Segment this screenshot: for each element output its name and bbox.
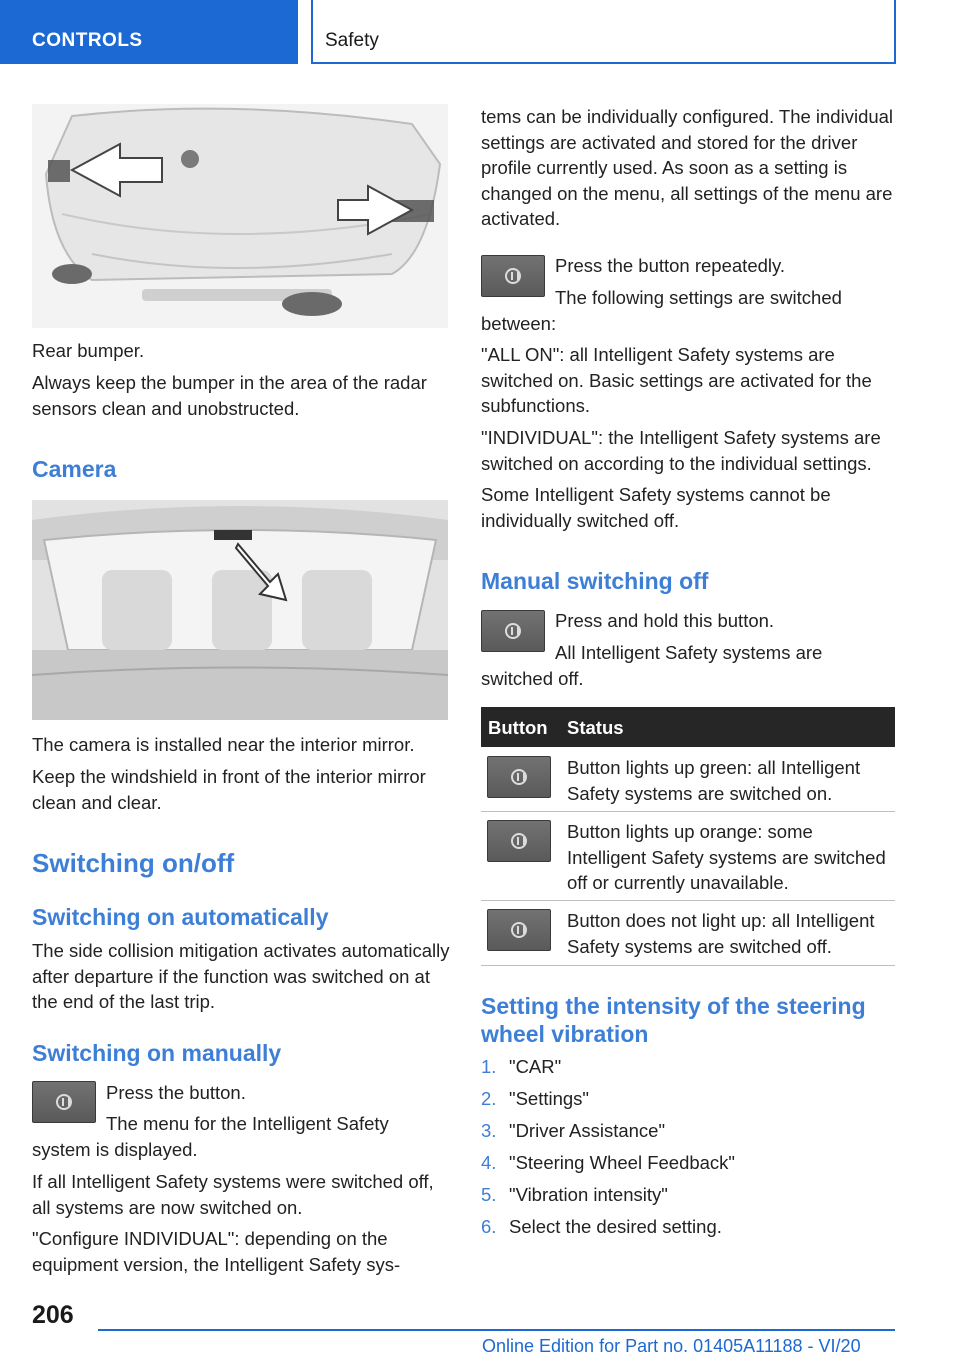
safety-button-off-icon xyxy=(487,909,551,951)
settings-between-text: The following settings are switched between: xyxy=(481,287,842,334)
step-text: "Steering Wheel Feedback" xyxy=(509,1152,736,1173)
auto-heading: Switching on automatically xyxy=(32,904,329,930)
rear-bumper-illustration xyxy=(32,104,448,328)
step-number: 3. xyxy=(481,1120,497,1141)
step-number: 5. xyxy=(481,1184,497,1205)
manual-all-on-text: If all Intelligent Safety systems were switched off, all systems are now switched on. xyxy=(32,1171,434,1218)
individual-text: "INDIVIDUAL": the Intelligent Safety systems are switched on according to the individual settings. xyxy=(481,427,881,474)
manual-configure-text: "Configure INDIVIDUAL": depending on the equipment version, the Intelligent Safety sys- xyxy=(32,1228,401,1275)
step-number: 4. xyxy=(481,1152,497,1173)
safety-button-orange-icon xyxy=(487,820,551,862)
table-row-status: Button lights up green: all Intelligent Safety systems are switched on. xyxy=(567,757,861,804)
header-section-label: CONTROLS xyxy=(32,30,143,51)
cannot-switch-off-text: Some Intelligent Safety systems cannot be individually switched off. xyxy=(481,484,831,531)
all-on-text: "ALL ON": all Intelligent Safety systems are switched on. Basic settings are activated for the subfunctions. xyxy=(481,344,872,416)
page-number: 206 xyxy=(32,1301,74,1329)
camera-clean-text: Keep the windshield in front of the interior mirror clean and clear. xyxy=(32,766,426,813)
switching-heading: Switching on/off xyxy=(32,848,235,878)
step-text: "Vibration intensity" xyxy=(509,1184,668,1205)
table-row-status: Button lights up orange: some Intelligent Safety systems are switched off or currently unavailable. xyxy=(567,821,886,893)
header-chapter-label: Safety xyxy=(325,30,379,51)
header-chapter-box xyxy=(311,0,896,64)
header-section-tab xyxy=(0,0,298,64)
table-header-button: Button xyxy=(488,717,548,738)
step-text: Select the desired setting. xyxy=(509,1216,722,1237)
manual-press-text: Press the button. xyxy=(106,1082,246,1103)
footer-edition: Online Edition for Part no. 01405A11188 - VI/20 xyxy=(482,1336,861,1356)
table-row-status: Button does not light up: all Intelligent Safety systems are switched off. xyxy=(567,910,875,957)
manual-heading: Switching on manually xyxy=(32,1040,282,1066)
table-header-status: Status xyxy=(567,717,624,738)
safety-button-green-icon xyxy=(487,756,551,798)
individual-config-text: tems can be individually configured. The individual settings are activated and stored for the driver profile currently used. As soon as a setting is changed on the menu, all settings of the menu are activated. xyxy=(481,106,894,229)
table-divider xyxy=(481,965,895,966)
all-off-text: All Intelligent Safety systems are switched off. xyxy=(481,642,823,689)
manual-off-heading: Manual switching off xyxy=(481,568,709,594)
table-divider xyxy=(481,900,895,901)
step-number: 1. xyxy=(481,1056,497,1077)
footer-rule xyxy=(98,1329,895,1331)
status-table-header xyxy=(481,707,895,747)
auto-text: The side collision mitigation activates automatically after departure if the function was switched on at the end of the last trip. xyxy=(32,940,450,1012)
bumper-caption: Rear bumper. xyxy=(32,340,145,361)
press-hold-text: Press and hold this button. xyxy=(555,610,775,631)
vibration-heading: Setting the intensity of the steering wheel vibration xyxy=(481,993,866,1047)
press-repeatedly-text: Press the button repeatedly. xyxy=(555,255,786,276)
manual-menu-text: The menu for the Intelligent Safety system is displayed. xyxy=(32,1113,389,1160)
camera-location-text: The camera is installed near the interior mirror. xyxy=(32,734,415,755)
step-text: "Driver Assistance" xyxy=(509,1120,666,1141)
step-text: "Settings" xyxy=(509,1088,589,1109)
step-number: 6. xyxy=(481,1216,497,1237)
step-number: 2. xyxy=(481,1088,497,1109)
table-divider xyxy=(481,811,895,812)
step-text: "CAR" xyxy=(509,1056,562,1077)
bumper-note: Always keep the bumper in the area of the radar sensors clean and unobstructed. xyxy=(32,372,427,419)
camera-heading: Camera xyxy=(32,456,117,482)
camera-windshield-illustration xyxy=(32,500,448,720)
